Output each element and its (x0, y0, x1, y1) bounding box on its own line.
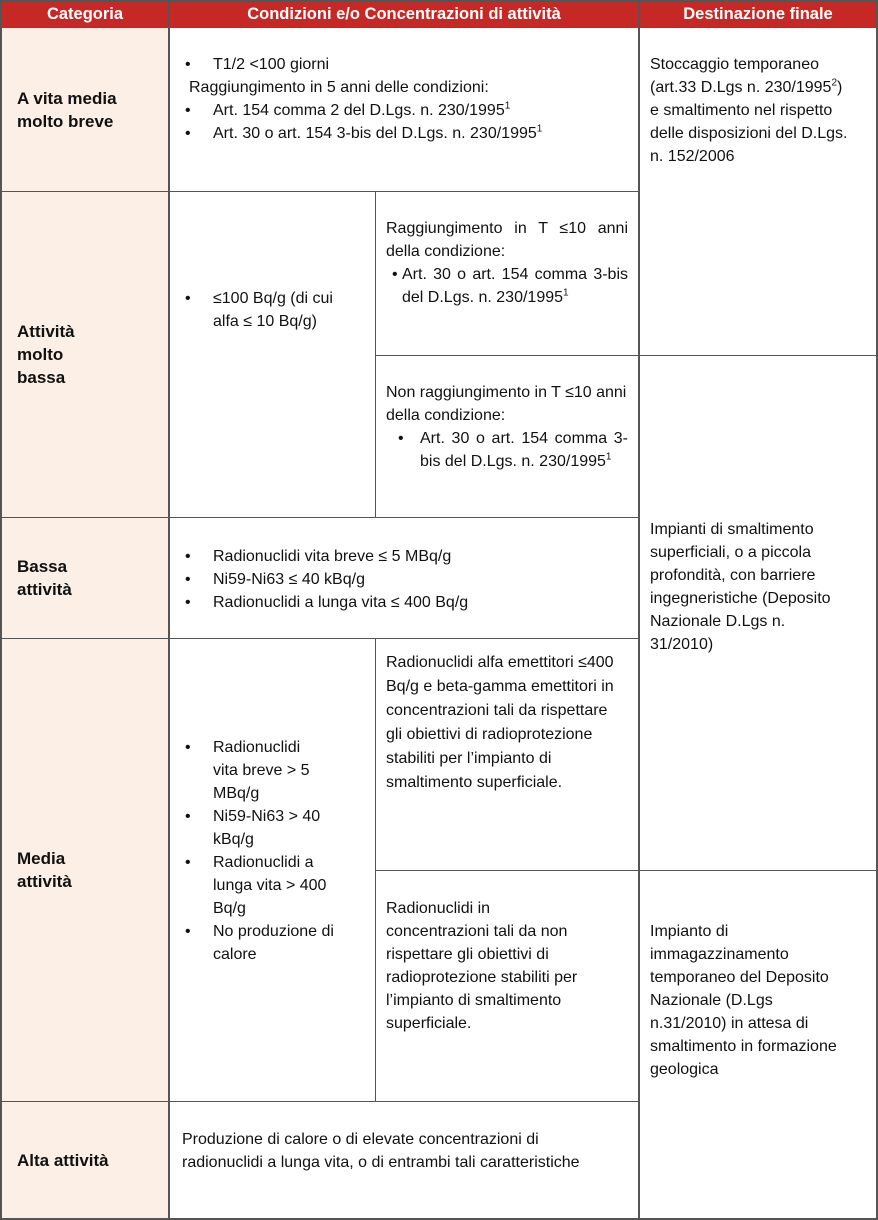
border-top (0, 0, 878, 2)
sub-non-raggiungimento (386, 381, 628, 473)
sub-ma-non-rispettare: Radionuclidi in concentrazioni tali da non rispettare gli obiettivi di radioprotezione stabiliti per l’impianto di smaltimento superficiale. (386, 900, 578, 1032)
divider-dest1 (639, 355, 878, 356)
destination-smaltimento-superficiale: Impianti di smaltimento superficiali, o a piccola profondità, con barriere ingegneristiche (Deposito Nazionale D.Lgs n. 31/2010) (650, 521, 831, 653)
header-condizioni: Condizioni e/o Concentrazioni di attività (170, 2, 638, 27)
bullet-art30: • Art. 30 o art. 154 3-bis del D.Lgs. n. 230/1995$^1$ (183, 122, 623, 145)
category-media-attivita: Media attività (2, 639, 168, 1101)
category-bassa-attivita: Bassa attività (2, 518, 168, 638)
conditions-attivita-molto-bassa (183, 287, 333, 333)
divider-row2 (0, 517, 639, 518)
sub-non-raggiungimento-bullet: • Art. 30 o art. 154 comma 3-bis del D.Lgs. n. 230/1995$^1$ (396, 427, 628, 473)
bullet-ni59-ma: • Ni59-Ni63 > 40 kBq/g (183, 805, 343, 851)
bullet-lunga-vita: • Radionuclidi a lunga vita ≤ 400 Bq/g (183, 591, 623, 614)
conditions-alta-attivita: Produzione di calore o di elevate concentrazioni di radionuclidi a lunga vita, o di entrambi tali caratteristiche (182, 1131, 580, 1171)
category-alta-attivita: Alta attività (2, 1102, 168, 1218)
bullet-vita-breve-ma: • Radionuclidi vita breve > 5 MBq/g (183, 736, 343, 805)
conditions-intro: Raggiungimento in 5 anni delle condizioni: (189, 79, 489, 96)
divider-col-dest (638, 0, 640, 1220)
bullet-bq-limit: • ≤100 Bq/g (di cui alfa ≤ 10 Bq/g) (183, 287, 333, 333)
conditions-bassa-attivita (183, 545, 623, 614)
bullet-art154: • Art. 154 comma 2 del D.Lgs. n. 230/1995$^1$ (183, 99, 623, 122)
bullet-vita-breve: • Radionuclidi vita breve ≤ 5 MBq/g (183, 545, 623, 568)
sub-ma-rispettare: Radionuclidi alfa emettitori ≤400 Bq/g e beta-gamma emettitori in concentrazioni tali da rispettare gli obiettivi di radioprotezione stabiliti per l’impianto di smaltimento superficiale. (386, 654, 614, 791)
divider-dest2 (639, 870, 878, 871)
conditions-vita-media-molto-breve (183, 53, 623, 145)
sub-raggiungimento-bullet: • Art. 30 o art. 154 comma 3-bis del D.Lgs. n. 230/1995$^1$ (390, 263, 628, 309)
conditions-media-attivita (183, 736, 343, 966)
category-vita-media-molto-breve: A vita media molto breve (2, 28, 168, 191)
destination-immagazzinamento: Impianto di immagazzinamento temporaneo del Deposito Nazionale (D.Lgs n.31/2010) in attesa di smaltimento in formazione geologica (650, 923, 837, 1078)
category-attivita-molto-bassa: Attività molto bassa (2, 192, 168, 517)
bullet-t-half: • T1/2 <100 giorni (183, 53, 623, 76)
bullet-ni59: • Ni59-Ni63 ≤ 40 kBq/g (183, 568, 623, 591)
bullet-lunga-vita-ma: • Radionuclidi a lunga vita > 400 Bq/g (183, 851, 343, 920)
divider-row3 (0, 638, 639, 639)
header-destinazione: Destinazione finale (640, 2, 876, 27)
border-left (0, 0, 2, 1220)
divider-sub-ma-h (375, 870, 639, 871)
divider-row1 (0, 191, 639, 192)
divider-header (0, 27, 878, 28)
sub-raggiungimento (386, 217, 628, 309)
destination-stoccaggio: Stoccaggio temporaneo (art.33 D.Lgs n. 230/1995$^2$) e smaltimento nel rispetto delle disposizioni del D.Lgs. n. 152/2006 (650, 56, 848, 165)
sub-non-raggiungimento-intro: Non raggiungimento in T ≤10 anni della condizione: (386, 384, 627, 424)
divider-sub-amb-h (375, 355, 639, 356)
divider-row4 (0, 1101, 639, 1102)
header-categoria: Categoria (2, 2, 168, 27)
sub-raggiungimento-intro: Raggiungimento in T ≤10 anni della condizione: (386, 220, 628, 260)
bullet-no-calore: • No produzione di calore (183, 920, 343, 966)
divider-col1 (168, 0, 170, 1220)
